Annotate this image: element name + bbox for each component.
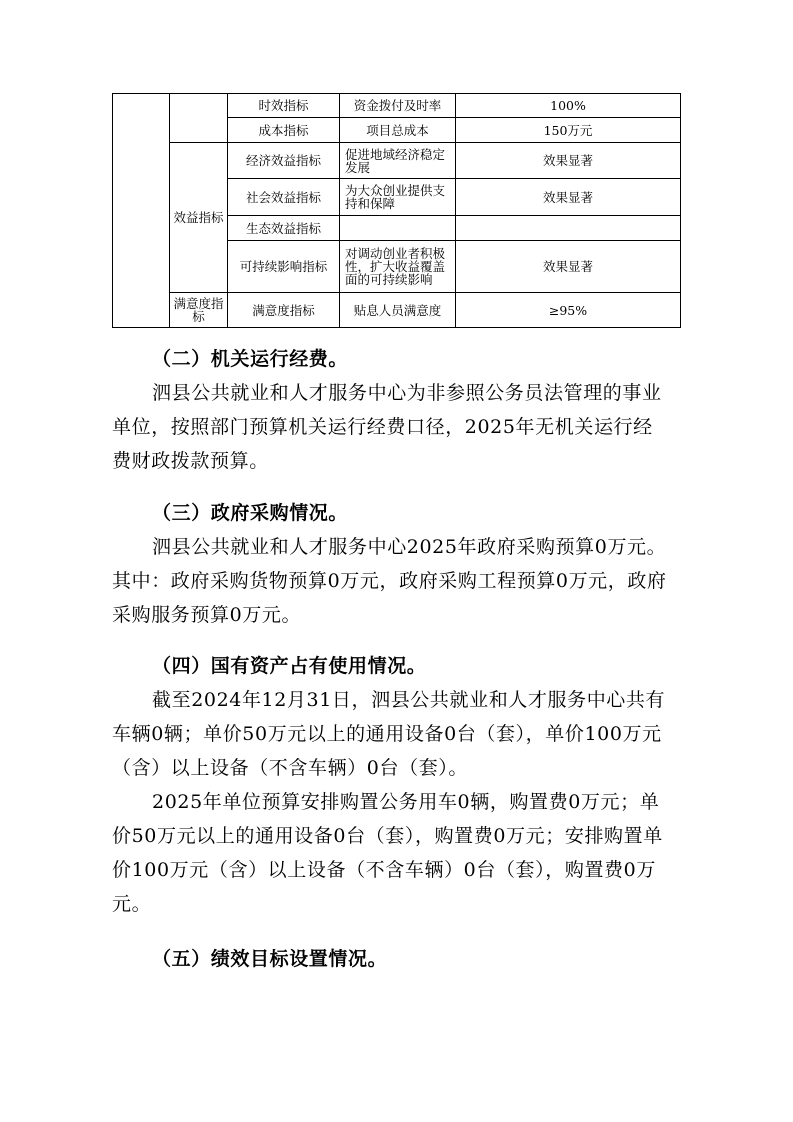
section-procurement xyxy=(112,496,672,632)
table-cell: 效果显著 xyxy=(456,179,681,216)
table-cell xyxy=(340,216,456,241)
paragraph: 泗县公共就业和人才服务中心为非参照公务员法管理的事业单位，按照部门预算机关运行经费口径，2025年无机关运行经费财政拨款预算。 xyxy=(112,382,662,472)
table-cell-blank xyxy=(113,94,170,328)
table-cell-blank xyxy=(170,94,228,143)
table-cell: 成本指标 xyxy=(228,118,340,143)
table-cell-category: 效益指标 xyxy=(170,143,228,293)
table-cell: 满意度指标 xyxy=(228,293,340,328)
section-heading: （三）政府采购情况。 xyxy=(152,502,349,524)
table-cell: 150万元 xyxy=(456,118,681,143)
table-cell-category: 满意度指标 xyxy=(170,293,228,328)
table-cell: 生态效益指标 xyxy=(228,216,340,241)
table-cell xyxy=(456,216,681,241)
section-state-assets xyxy=(112,649,672,921)
section-performance-goals xyxy=(112,942,672,976)
table-cell: 效果显著 xyxy=(456,241,681,293)
table-cell: 资金拨付及时率 xyxy=(340,94,456,118)
table-cell: 经济效益指标 xyxy=(228,143,340,179)
table-row xyxy=(113,94,681,118)
section-heading: （二）机关运行经费。 xyxy=(152,348,349,370)
section-heading: （五）绩效目标设置情况。 xyxy=(152,948,388,970)
table-row xyxy=(113,293,681,328)
table-cell: 促进地域经济稳定发展 xyxy=(340,143,456,179)
table-cell: 可持续影响指标 xyxy=(228,241,340,293)
paragraph: 2025年单位预算安排购置公务用车0辆，购置费0万元；单价50万元以上的通用设备0台（套），购置费0万元；安排购置单价100万元（含）以上设备（不含车辆）0台（套），购置费0万元。 xyxy=(112,791,663,915)
section-office-expenses xyxy=(112,342,672,478)
performance-indicator-table xyxy=(112,93,681,328)
table-cell: 贴息人员满意度 xyxy=(340,293,456,328)
table-cell: ≥95% xyxy=(456,293,681,328)
paragraph: 截至2024年12月31日，泗县公共就业和人才服务中心共有车辆0辆；单价50万元以上的通用设备0台（套），单价100万元（含）以上设备（不含车辆）0台（套）。 xyxy=(112,689,666,779)
table-row xyxy=(113,143,681,179)
section-heading: （四）国有资产占有使用情况。 xyxy=(152,655,427,677)
table-cell: 100% xyxy=(456,94,681,118)
table-cell: 效果显著 xyxy=(456,143,681,179)
table-cell: 为大众创业提供支持和保障 xyxy=(340,179,456,216)
table-cell: 项目总成本 xyxy=(340,118,456,143)
table-cell: 时效指标 xyxy=(228,94,340,118)
table-cell: 对调动创业者积极性，扩大收益覆盖面的可持续影响 xyxy=(340,241,456,293)
paragraph: 泗县公共就业和人才服务中心2025年政府采购预算0万元。其中：政府采购货物预算0万元，政府采购工程预算0万元，政府采购服务预算0万元。 xyxy=(112,536,667,626)
table-cell: 社会效益指标 xyxy=(228,179,340,216)
